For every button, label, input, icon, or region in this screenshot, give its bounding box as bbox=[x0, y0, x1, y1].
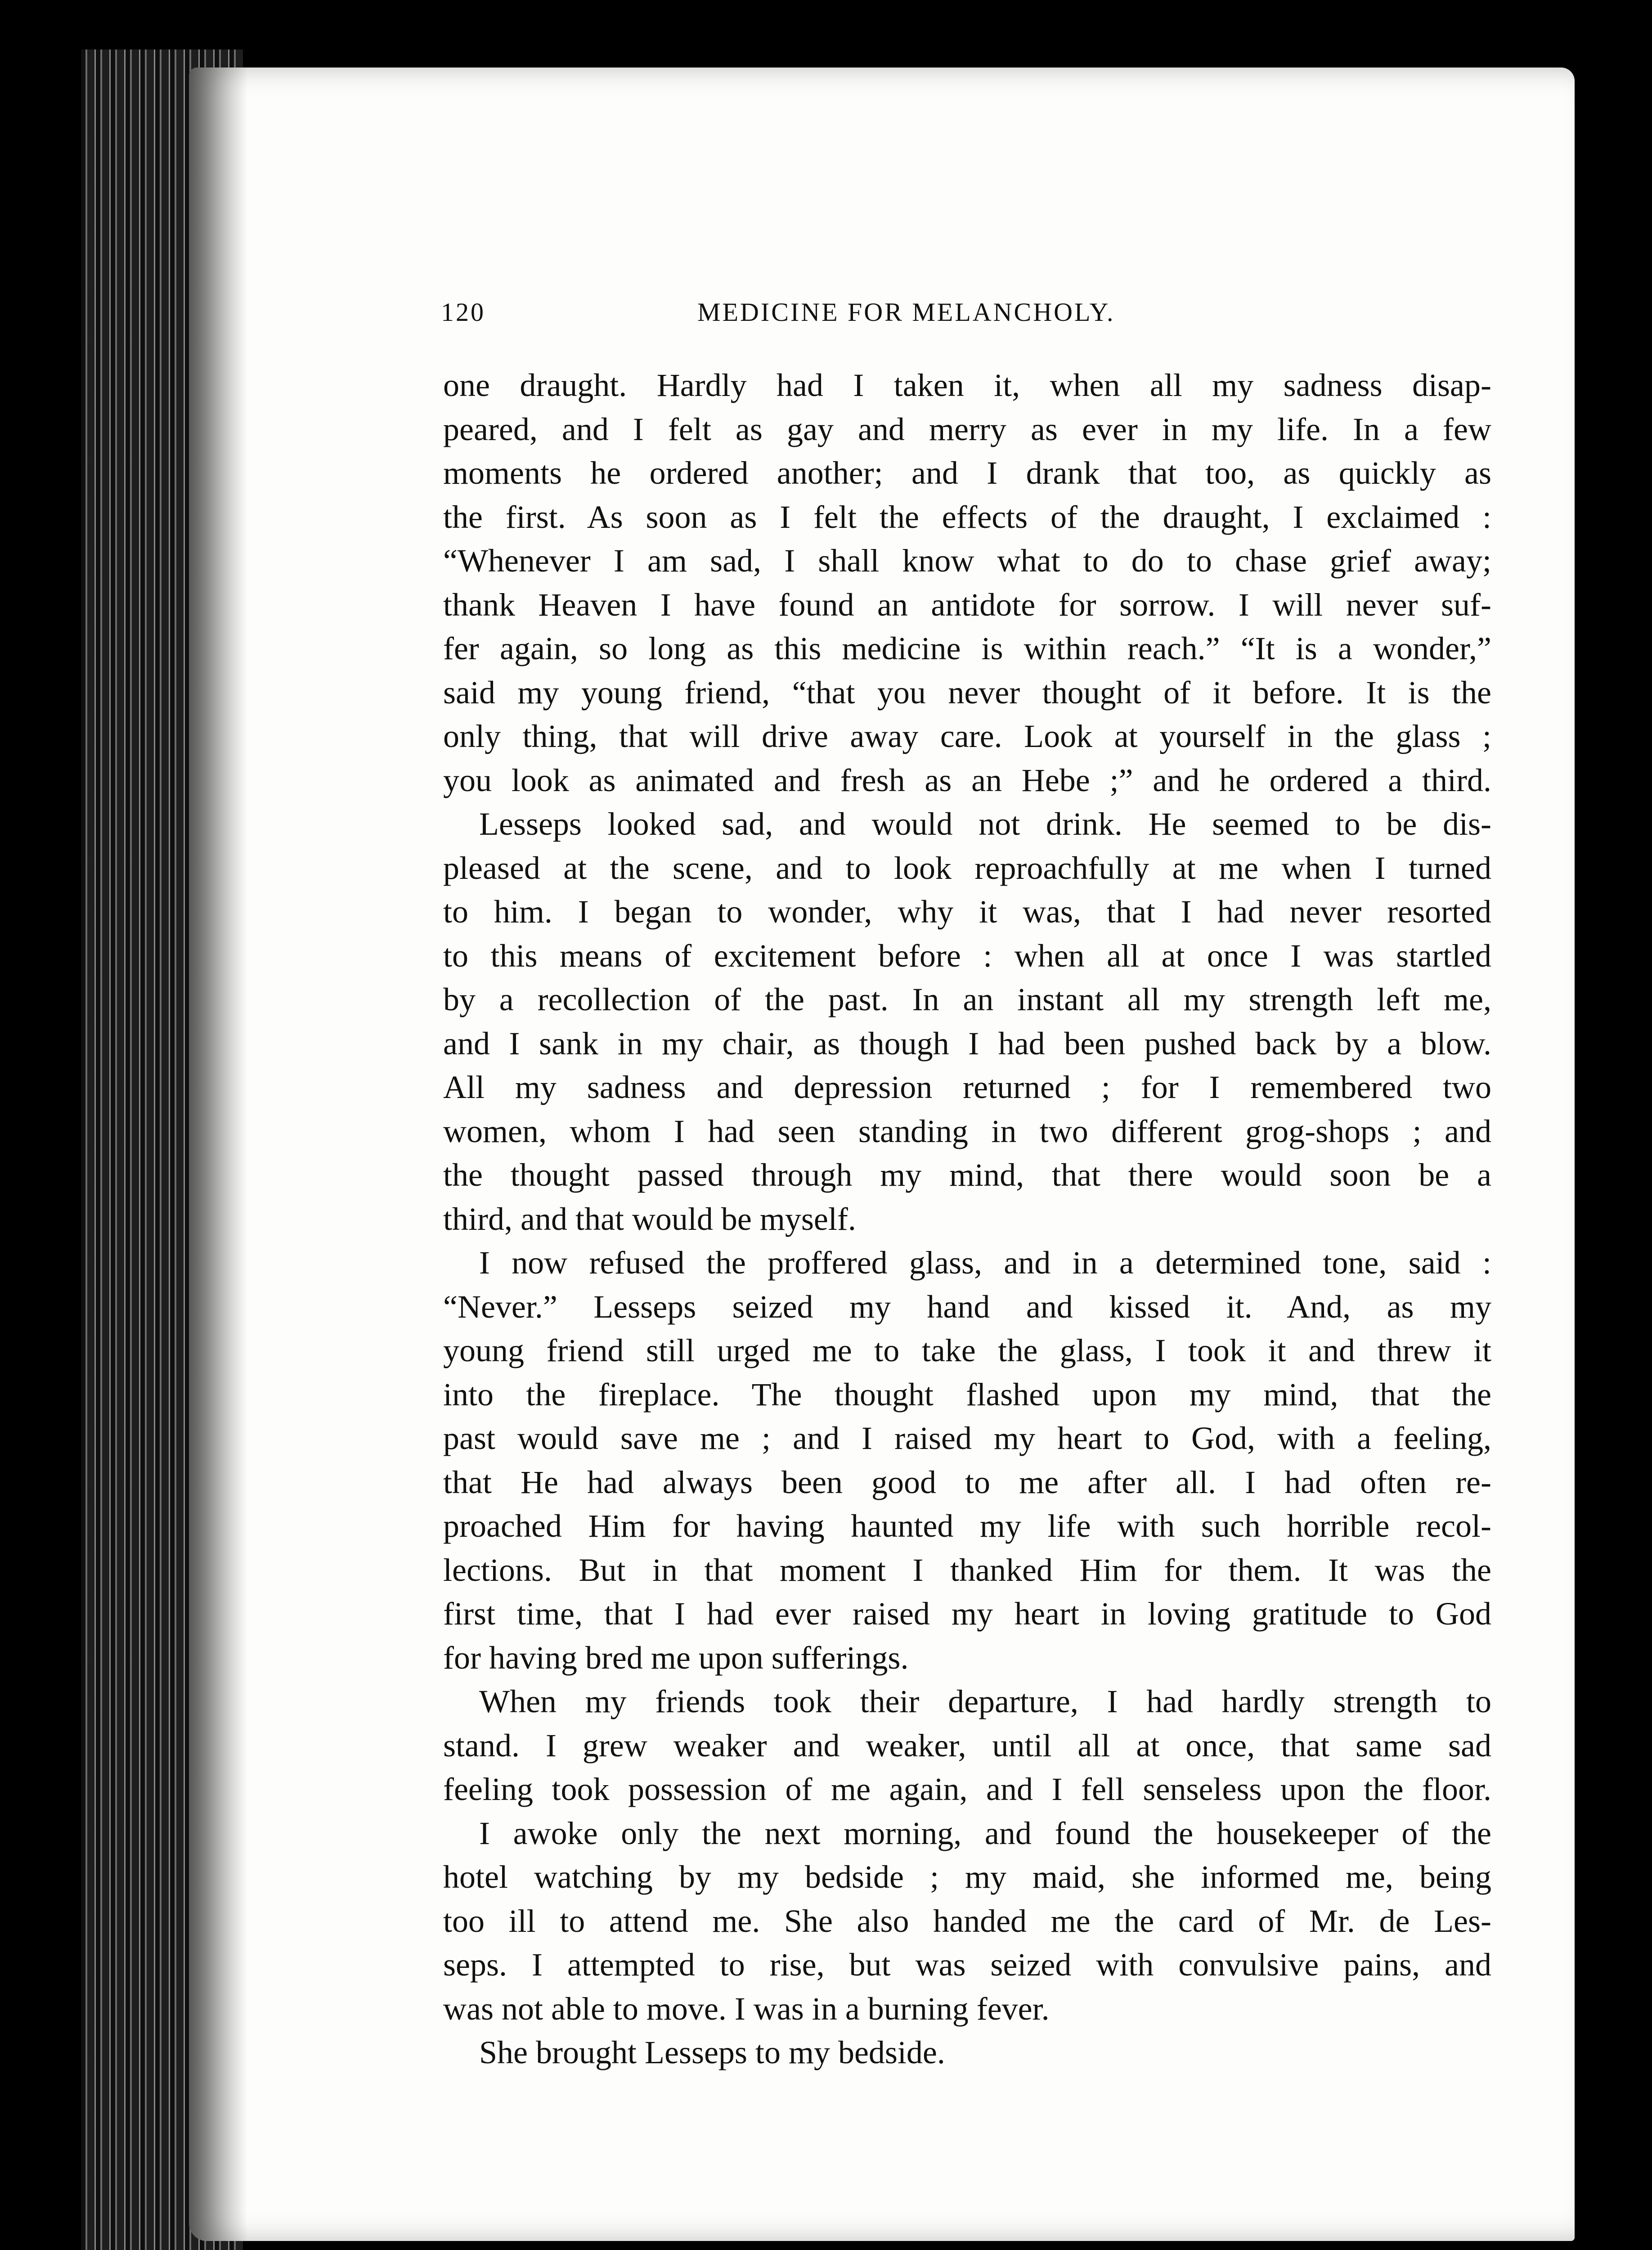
text-line: to this means of excitement before : when all at once I was startled bbox=[443, 937, 1491, 974]
text-line: the thought passed through my mind, that there would soon be a bbox=[443, 1157, 1491, 1193]
text-line: Lesseps looked sad, and would not drink. He seemed to be dis- bbox=[479, 806, 1491, 842]
text-line: peared, and I felt as gay and merry as ever in my life. In a few bbox=[443, 411, 1491, 447]
text-line: feeling took possession of me again, and I fell senseless upon the floor. bbox=[443, 1771, 1491, 1807]
body-text bbox=[443, 364, 1491, 2075]
text-line: thank Heaven I have found an antidote for sorrow. I will never suf- bbox=[443, 586, 1491, 623]
text-line: was not able to move. I was in a burning fever. bbox=[443, 1990, 1050, 2027]
text-line: women, whom I had seen standing in two different grog-shops ; and bbox=[443, 1113, 1491, 1149]
text-line: one draught. Hardly had I taken it, when all my sadness disap- bbox=[443, 367, 1491, 403]
text-line: All my sadness and depression returned ; for I remembered two bbox=[443, 1069, 1491, 1105]
text-line: third, and that would be myself. bbox=[443, 1201, 856, 1237]
text-line: by a recollection of the past. In an instant all my strength left me, bbox=[443, 981, 1491, 1017]
text-line: When my friends took their departure, I had hardly strength to bbox=[479, 1683, 1491, 1719]
page-number: 120 bbox=[441, 297, 485, 327]
text-line: said my young friend, “that you never thought of it before. It is the bbox=[443, 674, 1491, 711]
text-line: that He had always been good to me after all. I had often re- bbox=[443, 1464, 1491, 1500]
text-line: the first. As soon as I felt the effects of the draught, I exclaimed : bbox=[443, 499, 1491, 535]
text-line: and I sank in my chair, as though I had been pushed back by a blow. bbox=[443, 1025, 1491, 1062]
text-line: “Never.” Lesseps seized my hand and kissed it. And, as my bbox=[443, 1288, 1491, 1325]
running-title: MEDICINE FOR MELANCHOLY. bbox=[697, 297, 1115, 327]
text-line: you look as animated and fresh as an Hebe ;” and he ordered a third. bbox=[443, 762, 1491, 798]
text-line: first time, that I had ever raised my heart in loving gratitude to God bbox=[443, 1596, 1491, 1632]
running-head bbox=[441, 297, 1512, 338]
text-line: too ill to attend me. She also handed me the card of Mr. de Les- bbox=[443, 1903, 1491, 1939]
text-line: young friend still urged me to take the glass, I took it and threw it bbox=[443, 1332, 1491, 1368]
text-line: moments he ordered another; and I drank that too, as quickly as bbox=[443, 455, 1491, 491]
text-line: hotel watching by my bedside ; my maid, she informed me, being bbox=[443, 1859, 1491, 1895]
text-line: pleased at the scene, and to look reproachfully at me when I turned bbox=[443, 850, 1491, 886]
text-line: I awoke only the next morning, and found the housekeeper of the bbox=[479, 1815, 1491, 1851]
text-line: I now refused the proffered glass, and in a determined tone, said : bbox=[479, 1245, 1491, 1281]
text-line: for having bred me upon sufferings. bbox=[443, 1639, 909, 1676]
text-line: into the fireplace. The thought flashed upon my mind, that the bbox=[443, 1376, 1491, 1413]
text-line: proached Him for having haunted my life with such horrible recol- bbox=[443, 1508, 1491, 1544]
text-line: to him. I began to wonder, why it was, that I had never resorted bbox=[443, 894, 1491, 930]
text-line: past would save me ; and I raised my heart to God, with a feeling, bbox=[443, 1420, 1491, 1456]
text-line: only thing, that will drive away care. Look at yourself in the glass ; bbox=[443, 718, 1491, 754]
text-line: “Whenever I am sad, I shall know what to do to chase grief away; bbox=[443, 543, 1491, 579]
text-line: fer again, so long as this medicine is within reach.” “It is a wonder,” bbox=[443, 630, 1491, 666]
text-line: lections. But in that moment I thanked Him for them. It was the bbox=[443, 1552, 1491, 1588]
text-line: She brought Lesseps to my bedside. bbox=[479, 2034, 945, 2070]
text-line: seps. I attempted to rise, but was seized with convulsive pains, and bbox=[443, 1947, 1491, 1983]
text-line: stand. I grew weaker and weaker, until all at once, that same sad bbox=[443, 1727, 1491, 1764]
